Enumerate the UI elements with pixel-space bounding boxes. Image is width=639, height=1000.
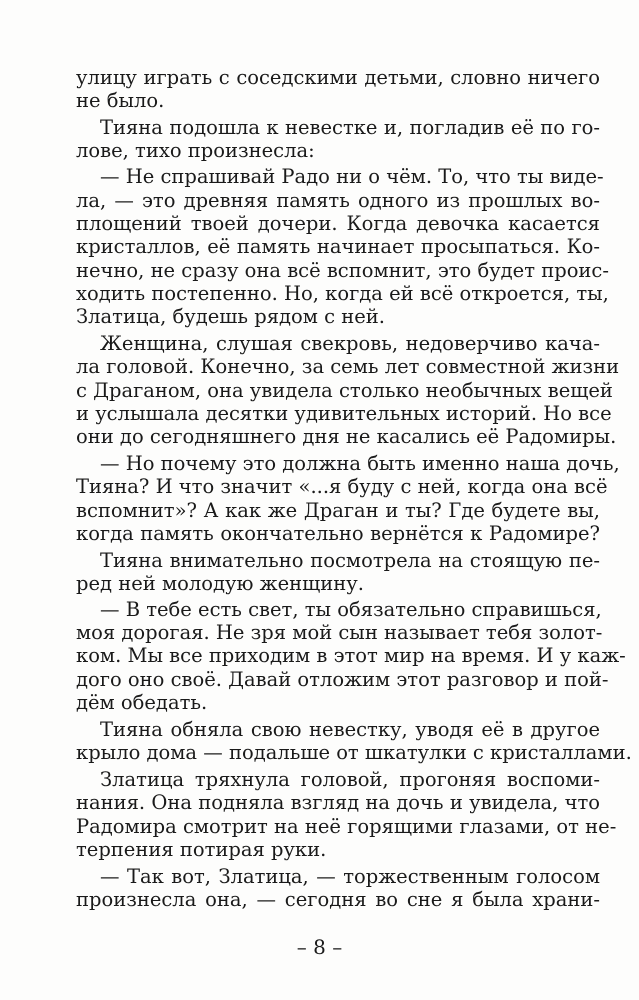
text-line: лове, тихо произнесла:	[76, 139, 315, 163]
text-line: Женщина, слушая свекровь, недоверчиво кача-	[100, 331, 600, 355]
text-line: и услышала десятки удивительных историй. Но все	[76, 401, 612, 425]
text-line: не было.	[76, 89, 165, 113]
text-line: дого оно своё. Давай отложим этот разговор и пой-	[76, 667, 609, 691]
text-line: Тияна подошла к невестке и, погладив её по го-	[100, 116, 600, 140]
text-line: — Так вот, Златица, — торжественным голосом	[100, 864, 600, 888]
text-line: вспомнит»? А как же Драган и ты? Где будете вы,	[76, 498, 600, 522]
text-line: нечно, не сразу она всё вспомнит, это будет проис-	[76, 258, 609, 282]
text-line: — Не спрашивай Радо ни о чём. То, что ты виде-	[100, 165, 604, 189]
text-line: Златица, будешь рядом с ней.	[76, 305, 385, 329]
text-line: ред ней молодую женщину.	[76, 571, 364, 595]
text-line: — Но почему это должна быть именно наша дочь,	[100, 451, 620, 475]
text-line: произнесла она, — сегодня во сне я была храни-	[76, 888, 600, 911]
text-line: крыло дома — подальше от шкатулки с кристаллами.	[76, 741, 632, 765]
text-line: дём обедать.	[76, 691, 208, 714]
text-line: Тияна обняла свою невестку, уводя её в другое	[100, 717, 600, 741]
text-line: Тияна? И что значит «...я буду с ней, когда она всё	[76, 475, 608, 499]
text-line: ходить постепенно. Но, когда ей всё откроется, ты,	[76, 281, 609, 305]
text-line: ла головой. Конечно, за семь лет совместной жизни	[76, 355, 620, 379]
text-line: когда память окончательно вернётся к Радомире?	[76, 521, 600, 545]
text-line: кристаллов, её память начинает просыпаться. Ко-	[76, 235, 600, 259]
text-line: моя дорогая. Не зря мой сын называет тебя золот-	[76, 621, 603, 645]
text-line: Златица тряхнула головой, прогоняя воспоми-	[100, 768, 600, 791]
text-line: с Драганом, она увидела столько необычных вещей	[76, 378, 613, 402]
text-line: ком. Мы все приходим в этот мир на время. И у каж-	[76, 644, 626, 668]
text-line: площений твоей дочери. Когда девочка касается	[76, 212, 600, 235]
text-line: улицу играть с соседскими детьми, словно ничего	[76, 66, 600, 89]
text-line: они до сегодняшнего дня не касались её Радомиры.	[76, 425, 617, 449]
text-line: нания. Она подняла взгляд на дочь и увидела, что	[76, 791, 600, 815]
text-line: Тияна внимательно посмотрела на стоящую пе-	[100, 548, 600, 572]
text-line: Радомира смотрит на неё горящими глазами, от не-	[76, 814, 617, 838]
page-number: – 8 –	[296, 935, 343, 959]
text-line: — В тебе есть свет, ты обязательно справишься,	[100, 597, 602, 621]
text-line: терпения потирая руки.	[76, 837, 327, 861]
text-line: ла, — это древняя память одного из прошлых во-	[76, 188, 600, 212]
